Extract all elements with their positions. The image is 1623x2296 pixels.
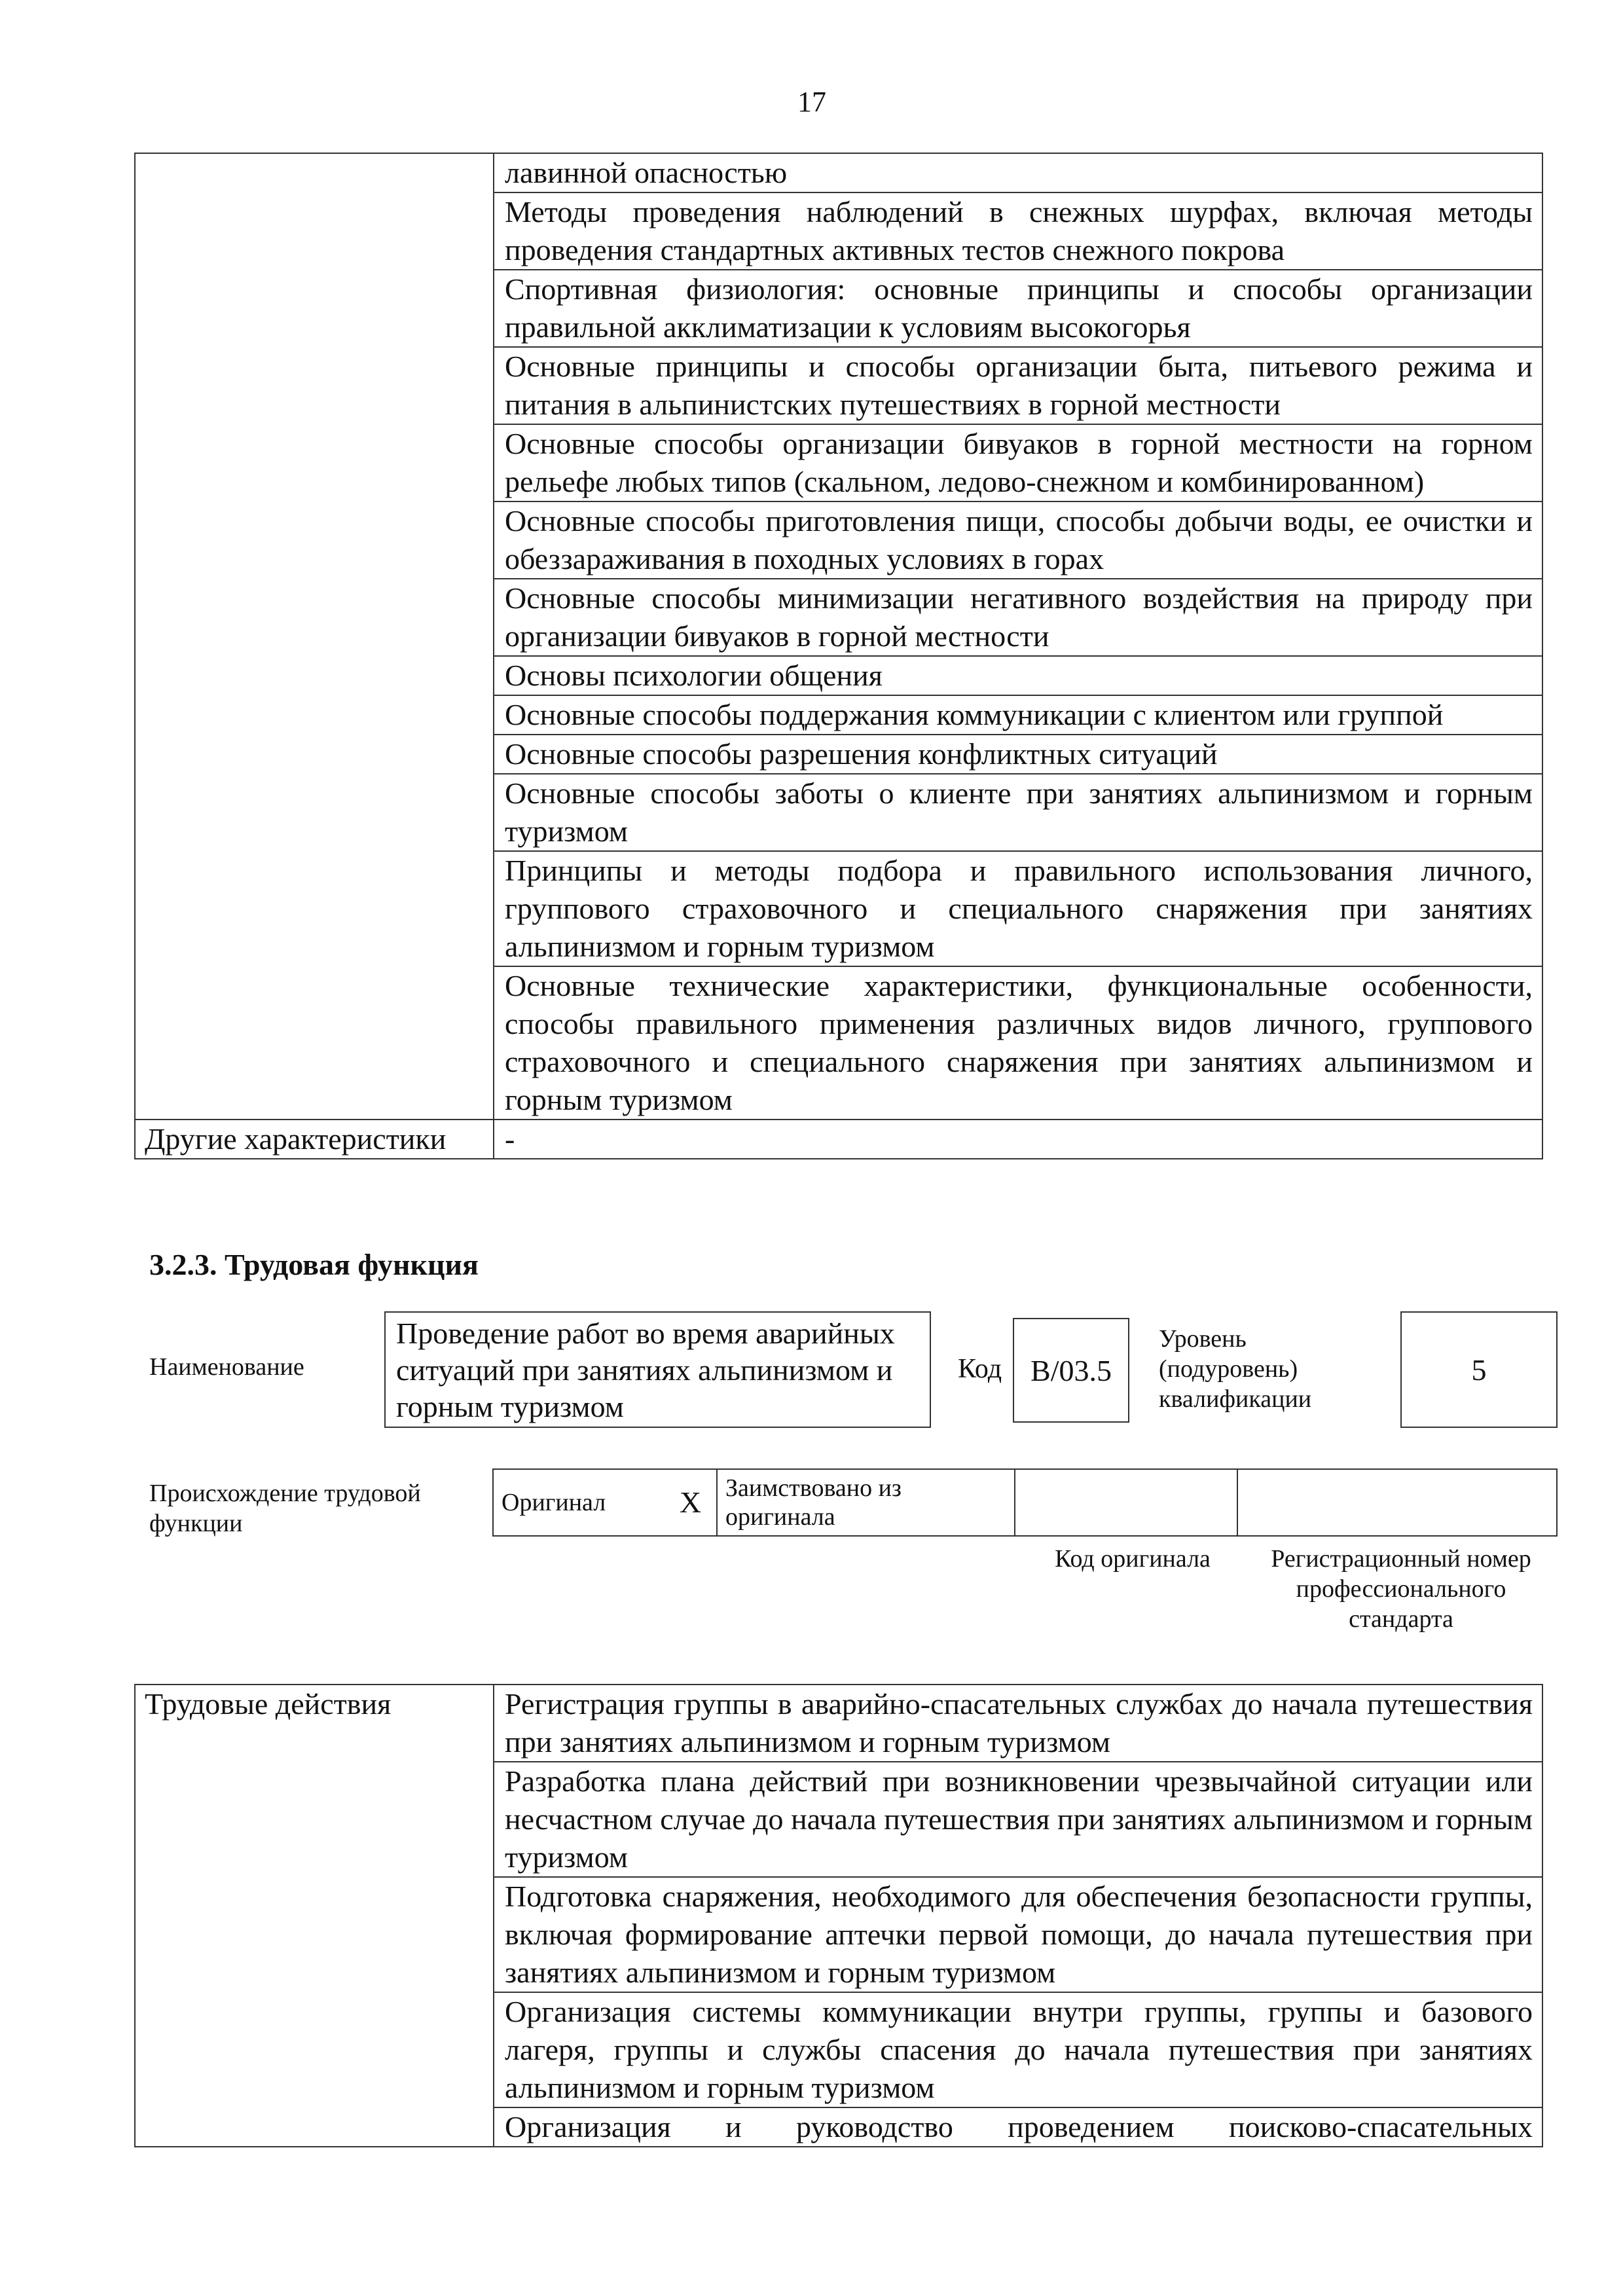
code-original-label: Код оригинала <box>1055 1545 1211 1573</box>
knowledge-table <box>134 153 1543 1159</box>
borrowed-label: Заимствовано из оригинала <box>717 1469 1015 1536</box>
knowledge-item: Основные принципы и способы организации быта, питьевого режима и питания в альпинистских путешествиях в горной местности <box>494 347 1542 424</box>
labor-action-item: Организация и руководство проведением поисково-спасательных <box>494 2107 1542 2147</box>
labor-actions-table <box>134 1684 1543 2147</box>
original-label: Оригинал <box>493 1469 665 1536</box>
knowledge-item: Основные способы заботы о клиенте при занятиях альпинизмом и горным туризмом <box>494 774 1542 851</box>
labor-action-item: Регистрация группы в аварийно-спасательных службах до начала путешествия при занятиях альпинизмом и горным туризмом <box>494 1685 1542 1762</box>
table-row <box>493 1469 1557 1536</box>
knowledge-item: Основы психологии общения <box>494 656 1542 695</box>
knowledge-item: Принципы и методы подбора и правильного использования личного, группового страховочного и специального снаряжения при занятиях альпинизмом и горным туризмом <box>494 851 1542 966</box>
code-value-box: B/03.5 <box>1013 1318 1129 1423</box>
knowledge-label-cell <box>135 153 494 1120</box>
origin-table <box>492 1468 1558 1537</box>
knowledge-item: Основные способы минимизации негативного воздействия на природу при организации бивуаков в горной местности <box>494 579 1542 656</box>
knowledge-item: Основные способы разрешения конфликтных ситуаций <box>494 735 1542 774</box>
knowledge-item: Основные способы приготовления пищи, способы добычи воды, ее очистки и обеззараживания в походных условиях в горах <box>494 501 1542 579</box>
original-mark: X <box>665 1469 717 1536</box>
section-title: 3.2.3. Трудовая функция <box>149 1248 479 1281</box>
knowledge-item: лавинной опасностью <box>494 153 1542 192</box>
labor-action-item: Подготовка снаряжения, необходимого для обеспечения безопасности группы, включая формирование аптечки первой помощи, до начала путешествия при занятиях альпинизмом и горным туризмом <box>494 1877 1542 1992</box>
knowledge-item: Методы проведения наблюдений в снежных шурфах, включая методы проведения стандартных активных тестов снежного покрова <box>494 192 1542 270</box>
function-name-box: Проведение работ во время аварийных ситуаций при занятиях альпинизмом и горным туризмом <box>384 1311 931 1428</box>
reg-number-label: Регистрационный номер профессионального стандарта <box>1271 1545 1531 1633</box>
code-original-cell <box>1015 1469 1237 1536</box>
knowledge-item: Основные технические характеристики, функциональные особенности, способы правильного применения различных видов личного, группового страховочного и специального снаряжения при занятиях альпинизмом и горным туризмом <box>494 966 1542 1120</box>
labor-action-item: Организация системы коммуникации внутри группы, группы и базового лагеря, группы и службы спасения до начала путешествия при занятиях альпинизмом и горным туризмом <box>494 1992 1542 2107</box>
page-number: 17 <box>797 86 826 118</box>
name-label: Наименование <box>149 1353 304 1381</box>
table-row <box>135 1685 1542 1762</box>
knowledge-item: Основные способы поддержания коммуникации с клиентом или группой <box>494 695 1542 735</box>
table-row <box>135 153 1542 192</box>
code-label: Код <box>958 1354 1002 1384</box>
origin-label: Происхождение трудовой функции <box>149 1480 421 1537</box>
reg-number-cell <box>1237 1469 1557 1536</box>
labor-actions-label: Трудовые действия <box>135 1685 494 2147</box>
knowledge-item: Спортивная физиология: основные принципы и способы организации правильной акклиматизации к условиям высокогорья <box>494 270 1542 347</box>
labor-action-item: Разработка плана действий при возникновении чрезвычайной ситуации или несчастном случае до начала путешествия при занятиях альпинизмом и горным туризмом <box>494 1762 1542 1877</box>
other-characteristics-label: Другие характеристики <box>135 1120 494 1159</box>
knowledge-item: Основные способы организации бивуаков в горной местности на горном рельефе любых типов (скальном, ледово-снежном и комбинированном) <box>494 424 1542 501</box>
other-characteristics-value: - <box>494 1120 1542 1159</box>
table-row <box>135 1120 1542 1159</box>
qualification-level-label: Уровень (подуровень) квалификации <box>1159 1325 1312 1413</box>
qualification-level-box: 5 <box>1400 1311 1558 1428</box>
